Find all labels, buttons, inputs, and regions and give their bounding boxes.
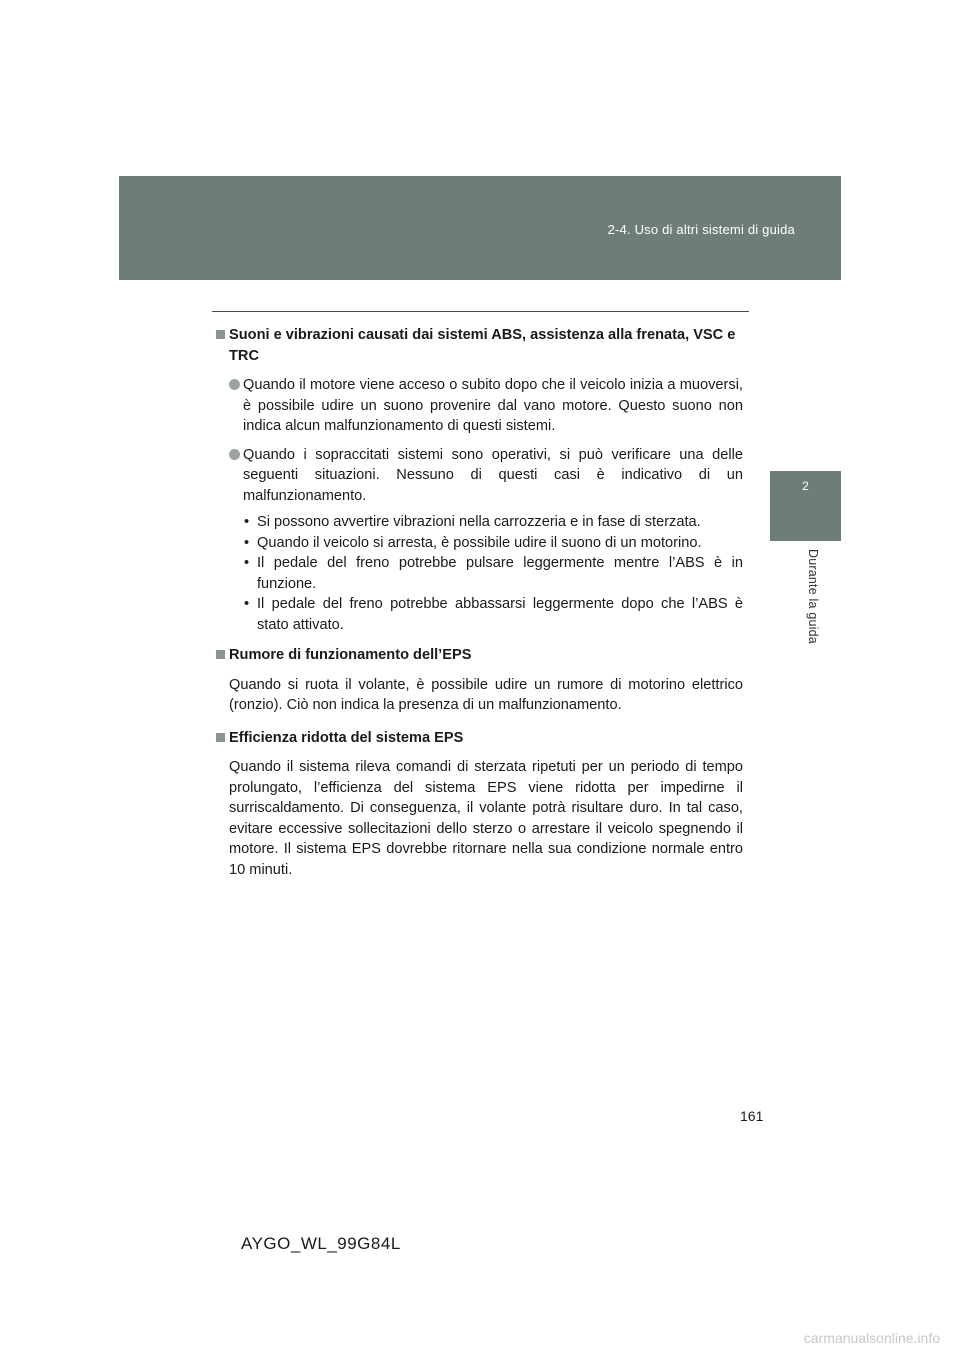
top-rule (212, 311, 749, 312)
section-heading (216, 728, 743, 749)
section-heading (216, 325, 743, 366)
heading-text: Efficienza ridotta del sistema EPS (229, 729, 464, 746)
heading-text: Suoni e vibrazioni causati dai sistemi ABS, assistenza alla frenata, VSC e TRC (229, 327, 736, 364)
list-item-text: Quando il motore viene acceso o subito dopo che il veicolo inizia a muoversi, è possibile udire un suono provenire dal vano motore. Questo suono non indica alcun malfunzionamento di questi sistemi. (243, 377, 743, 434)
sub-list-item: • Il pedale del freno potrebbe abbassarsi leggermente dopo che l’ABS è stato attivato. (243, 594, 743, 635)
chapter-number: 2 (802, 479, 809, 493)
header-band (119, 176, 841, 280)
document-code: AYGO_WL_99G84L (241, 1234, 401, 1253)
section-heading (216, 645, 743, 666)
square-bullet-icon (216, 733, 225, 742)
sub-list-item: • Quando il veicolo si arresta, è possibile udire il suono di un motorino. (243, 533, 743, 554)
page-content (216, 325, 743, 892)
page-number: 161 (740, 1108, 764, 1124)
heading-text: Rumore di funzionamento dell’EPS (229, 647, 472, 663)
list-item (229, 445, 743, 507)
section-title: 2-4. Uso di altri sistemi di guida (607, 222, 795, 237)
sub-list (243, 512, 743, 635)
circle-bullet-icon (229, 379, 240, 390)
list-item-text: Quando i sopraccitati sistemi sono operativi, si può verificare una delle seguenti situazioni. Nessuno di questi casi è indicativo di un malfunzionamento. (243, 446, 743, 504)
chapter-label: Durante la guida (806, 549, 820, 644)
watermark: carmanualsonline.info (803, 1330, 940, 1346)
square-bullet-icon (216, 330, 225, 339)
paragraph: Quando si ruota il volante, è possibile udire un rumore di motorino elettrico (ronzio). Ciò non indica la presenza di un malfunzionamento. (229, 676, 743, 713)
sub-list-item: • Il pedale del freno potrebbe pulsare leggermente mentre l’ABS è in funzione. (243, 553, 743, 594)
list-item (229, 375, 743, 437)
paragraph: Quando il sistema rileva comandi di sterzata ripetuti per un periodo di tempo prolungato, l’efficienza del sistema EPS viene ridotta per impedirne il surriscaldamento. Di conseguenza, il volante potrà risultare duro. In tal caso, evitare eccessive sollecitazioni dello sterzo o arrestare il veicolo spegnendo il motore. Il sistema EPS dovrebbe ritornare nella sua condizione normale entro 10 minuti. (229, 759, 743, 878)
square-bullet-icon (216, 650, 225, 659)
sub-list-item: • Si possono avvertire vibrazioni nella carrozzeria e in fase di sterzata. (243, 512, 743, 533)
circle-bullet-icon (229, 449, 240, 460)
chapter-tab (770, 471, 841, 541)
